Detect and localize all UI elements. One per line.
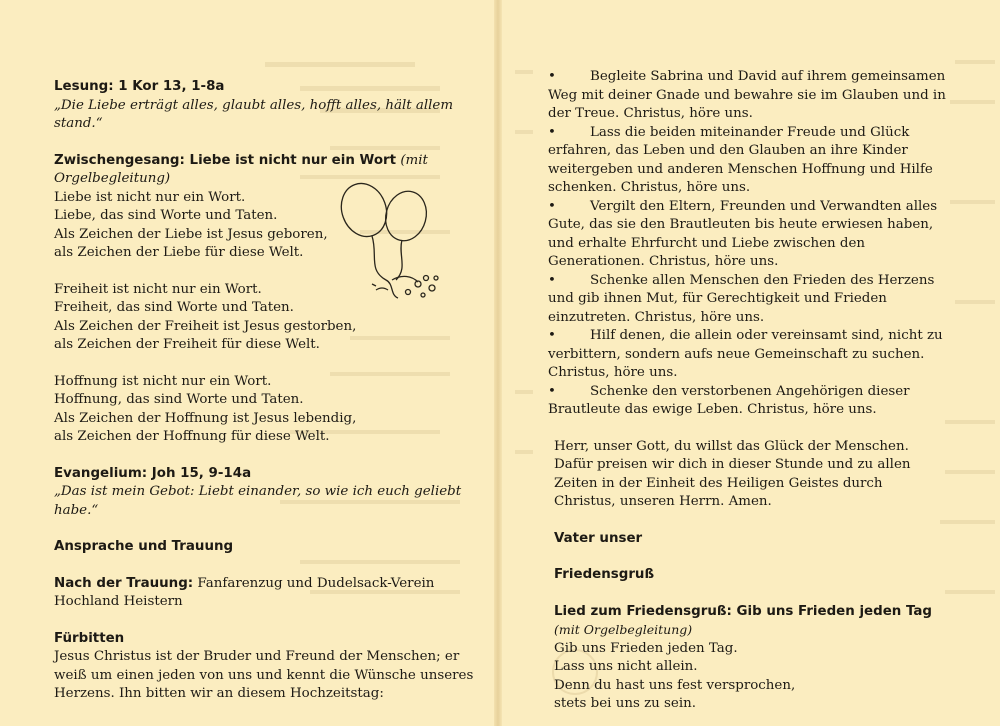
zwischengesang-note: (mit Orgelbegleitung) [54, 152, 428, 186]
song-line: Als Zeichen der Freiheit ist Jesus gestorben, [54, 318, 357, 334]
petition-item: • Schenke allen Menschen den Frieden des Herzens und gib ihnen Mut, für Gerechtigkeit und Frieden einzutreten. Christus, höre uns. [548, 272, 948, 328]
petition-item: • Schenke den verstorbenen Angehörigen dieser Brautleute das ewige Leben. Christus, höre uns. [548, 383, 948, 420]
song-line: Liebe, das sind Worte und Taten. [54, 208, 278, 223]
evangelium-quote: „Das ist mein Gebot: Liebt einander, so wie ich euch geliebt habe.“ [54, 484, 462, 518]
petition-item: • Hilf denen, die allein oder vereinsamt sind, nicht zu verbittern, sondern aufs neue Gemeinschaft zu suchen. Christus, höre uns. [548, 327, 948, 383]
song-line: Als Zeichen der Hoffnung ist Jesus lebendig, [54, 410, 357, 426]
fuerbitten-heading: Fürbitten [54, 630, 125, 646]
song-line: Liebe ist nicht nur ein Wort. [54, 189, 246, 205]
lied-heading: Lied zum Friedensgruß: Gib uns Frieden jeden Tag [554, 603, 933, 619]
song-line: Freiheit, das sind Worte und Taten. [54, 300, 294, 315]
zwischengesang-title [54, 152, 474, 189]
zwischengesang-heading: Zwischengesang: Liebe ist nicht nur ein Wort [54, 152, 397, 168]
nach-trauung-heading: Nach der Trauung: [54, 575, 194, 591]
lied-line: stets bei uns zu sein. [554, 696, 696, 711]
friedensgruss-heading: Friedensgruß [554, 567, 655, 582]
right-column [548, 68, 948, 714]
petition-item: • Begleite Sabrina und David auf ihrem gemeinsamen Weg mit deiner Gnade und bewahre sie im Glauben und in der Treue. Christus, höre uns. [548, 68, 948, 124]
petition-item: • Vergilt den Eltern, Freunden und Verwandten alles Gute, das sie den Brautleuten bis heute erwiesen haben, und erhalte Ehrfurcht und Liebe zwischen den Generationen. Christus, höre uns. [548, 198, 948, 272]
song-line: Freiheit ist nicht nur ein Wort. [54, 281, 262, 297]
song-line: Hoffnung ist nicht nur ein Wort. [54, 373, 272, 389]
vater-unser-heading: Vater unser [554, 530, 643, 546]
lied-line: Gib uns Frieden jeden Tag. [554, 640, 738, 656]
song-line: Als Zeichen der Liebe ist Jesus geboren, [54, 226, 328, 242]
nach-trauung [54, 575, 474, 612]
song-line: als Zeichen der Hoffnung für diese Welt. [54, 429, 330, 444]
song-line: als Zeichen der Liebe für diese Welt. [54, 245, 304, 260]
lesung-heading: Lesung: 1 Kor 13, 1-8a [54, 79, 225, 94]
evangelium-heading: Evangelium: Joh 15, 9-14a [54, 465, 252, 481]
song-line: Hoffnung, das sind Worte und Taten. [54, 392, 304, 407]
ansprache-heading: Ansprache und Trauung [54, 539, 234, 554]
lied-line: Denn du hast uns fest versprochen, [554, 677, 796, 693]
lesung-quote: „Die Liebe erträgt alles, glaubt alles, hofft alles, hält allem stand.“ [54, 97, 454, 131]
fuerbitten-text: Jesus Christus ist der Bruder und Freund der Menschen; er weiß um einen jeden von uns und kennt die Wünsche unseres Herzens. Ihn bitten wir an diesem Hochzeitstag: [54, 649, 474, 701]
lied-line: Lass uns nicht allein. [554, 659, 698, 674]
nach-trauung-text: Fanfarenzug und Dudelsack-Verein Hochland Heistern [54, 575, 435, 609]
closing-prayer: Herr, unser Gott, du willst das Glück der Menschen. Dafür preisen wir dich in dieser Stunde und zu allen Zeiten in der Einheit des Heiligen Geistes durch Christus, unseren Herrn. Amen. [554, 438, 911, 509]
song-line: als Zeichen der Freiheit für diese Welt. [54, 337, 320, 352]
lied-note: (mit Orgelbegleitung) [554, 622, 693, 637]
petition-item: • Lass die beiden miteinander Freude und Glück erfahren, das Leben und den Glauben an ihre Kinder weitergeben und anderen Menschen Hoffnung und Hilfe schenken. Christus, höre uns. [548, 124, 948, 198]
left-column [54, 78, 474, 704]
